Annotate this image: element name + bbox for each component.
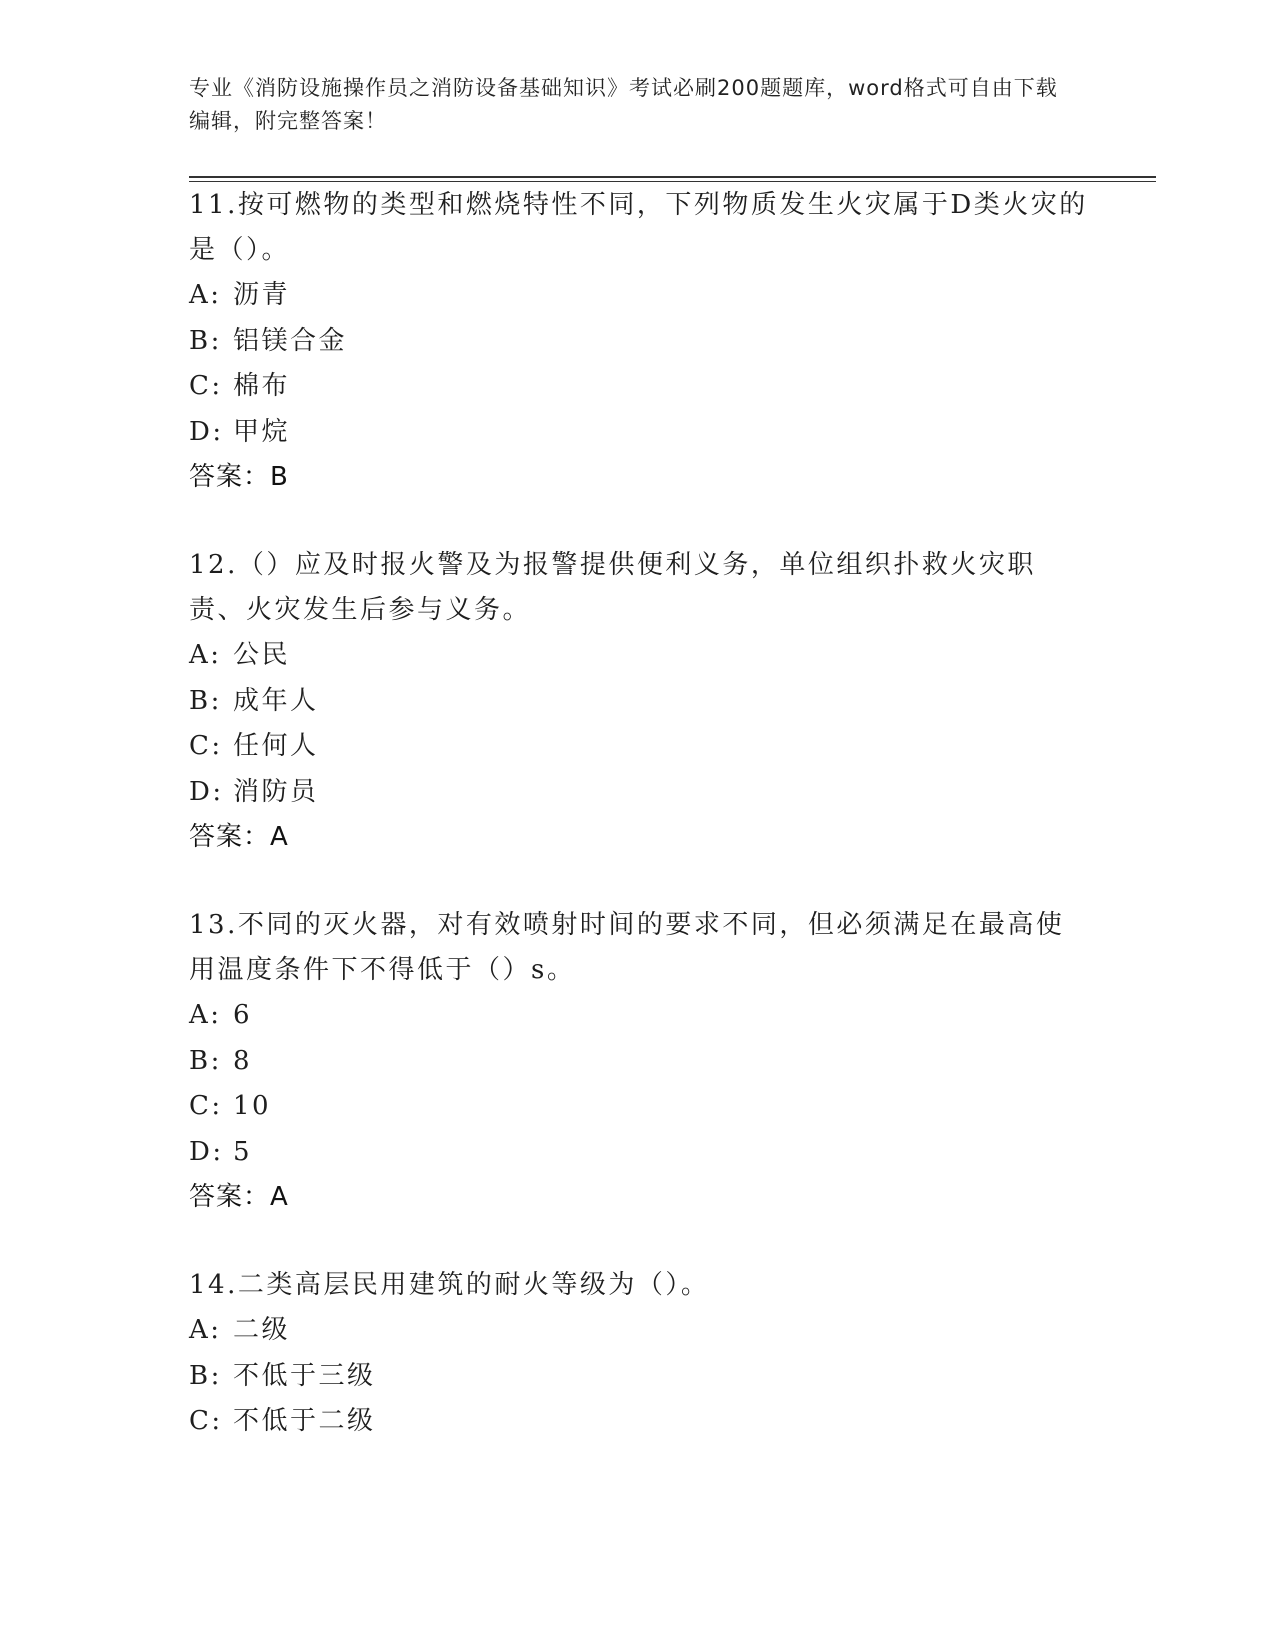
option-text: 5 (233, 1136, 253, 1167)
header-divider-thick (189, 176, 1156, 178)
document-header: 专业《消防设施操作员之消防设备基础知识》考试必刷200题题库，word格式可自由下载编辑，附完整答案！ (189, 76, 1058, 133)
option-letter: D: (189, 1136, 224, 1167)
option-letter: C: (189, 1406, 223, 1436)
option-b (189, 1039, 1089, 1085)
option-text: 不低于三级 (233, 1360, 376, 1391)
option-letter: C: (189, 731, 223, 761)
option-text: 甲烷 (233, 416, 291, 447)
question-stem: 11.按可燃物的类型和燃烧特性不同，下列物质发生火灾属于D类火灾的是（）。 (189, 190, 1088, 265)
option-c (189, 724, 1089, 770)
option-letter: A: (189, 280, 222, 310)
option-letter: A: (189, 1000, 222, 1030)
option-letter: D: (189, 416, 224, 447)
answer-line: 答案：B (189, 462, 289, 492)
option-c (189, 1399, 1089, 1445)
option-text: 消防员 (233, 776, 319, 807)
option-text: 10 (233, 1091, 272, 1121)
option-text: 成年人 (233, 685, 319, 716)
option-a (189, 993, 1089, 1039)
answer-line: 答案：A (189, 1182, 289, 1212)
option-text: 不低于二级 (233, 1406, 376, 1436)
question-12 (189, 543, 1089, 860)
option-letter: C: (189, 371, 223, 401)
option-c (189, 364, 1089, 410)
question-14 (189, 1263, 1089, 1445)
option-letter: D: (189, 776, 224, 807)
option-a (189, 1308, 1089, 1354)
option-text: 任何人 (233, 731, 319, 761)
answer-line: 答案：A (189, 822, 289, 852)
question-stem: 14.二类高层民用建筑的耐火等级为（）。 (189, 1270, 710, 1300)
option-text: 棉布 (233, 371, 291, 401)
option-text: 沥青 (233, 280, 291, 310)
option-text: 二级 (233, 1315, 291, 1345)
question-stem: 13.不同的灭火器，对有效喷射时间的要求不同，但必须满足在最高使用温度条件下不得低于（）s。 (189, 910, 1065, 985)
option-letter: B: (189, 685, 222, 716)
header-divider-thin (189, 181, 1156, 182)
option-letter: B: (189, 1360, 222, 1391)
option-d (189, 410, 1089, 456)
option-d (189, 1130, 1089, 1176)
option-letter: B: (189, 1045, 222, 1076)
option-text: 6 (233, 1000, 253, 1030)
option-b (189, 679, 1089, 725)
option-b (189, 319, 1089, 365)
option-b (189, 1354, 1089, 1400)
option-letter: C: (189, 1091, 223, 1121)
option-a (189, 273, 1089, 319)
option-d (189, 770, 1089, 816)
option-letter: A: (189, 1315, 222, 1345)
option-text: 铝镁合金 (233, 325, 348, 356)
question-11 (189, 183, 1089, 500)
question-13 (189, 903, 1089, 1220)
option-letter: A: (189, 640, 222, 670)
question-stem: 12.（）应及时报火警及为报警提供便利义务，单位组织扑救火灾职责、火灾发生后参与义务。 (189, 550, 1036, 625)
option-text: 公民 (233, 640, 291, 670)
option-letter: B: (189, 325, 222, 356)
option-text: 8 (233, 1045, 253, 1076)
option-c (189, 1084, 1089, 1130)
option-a (189, 633, 1089, 679)
